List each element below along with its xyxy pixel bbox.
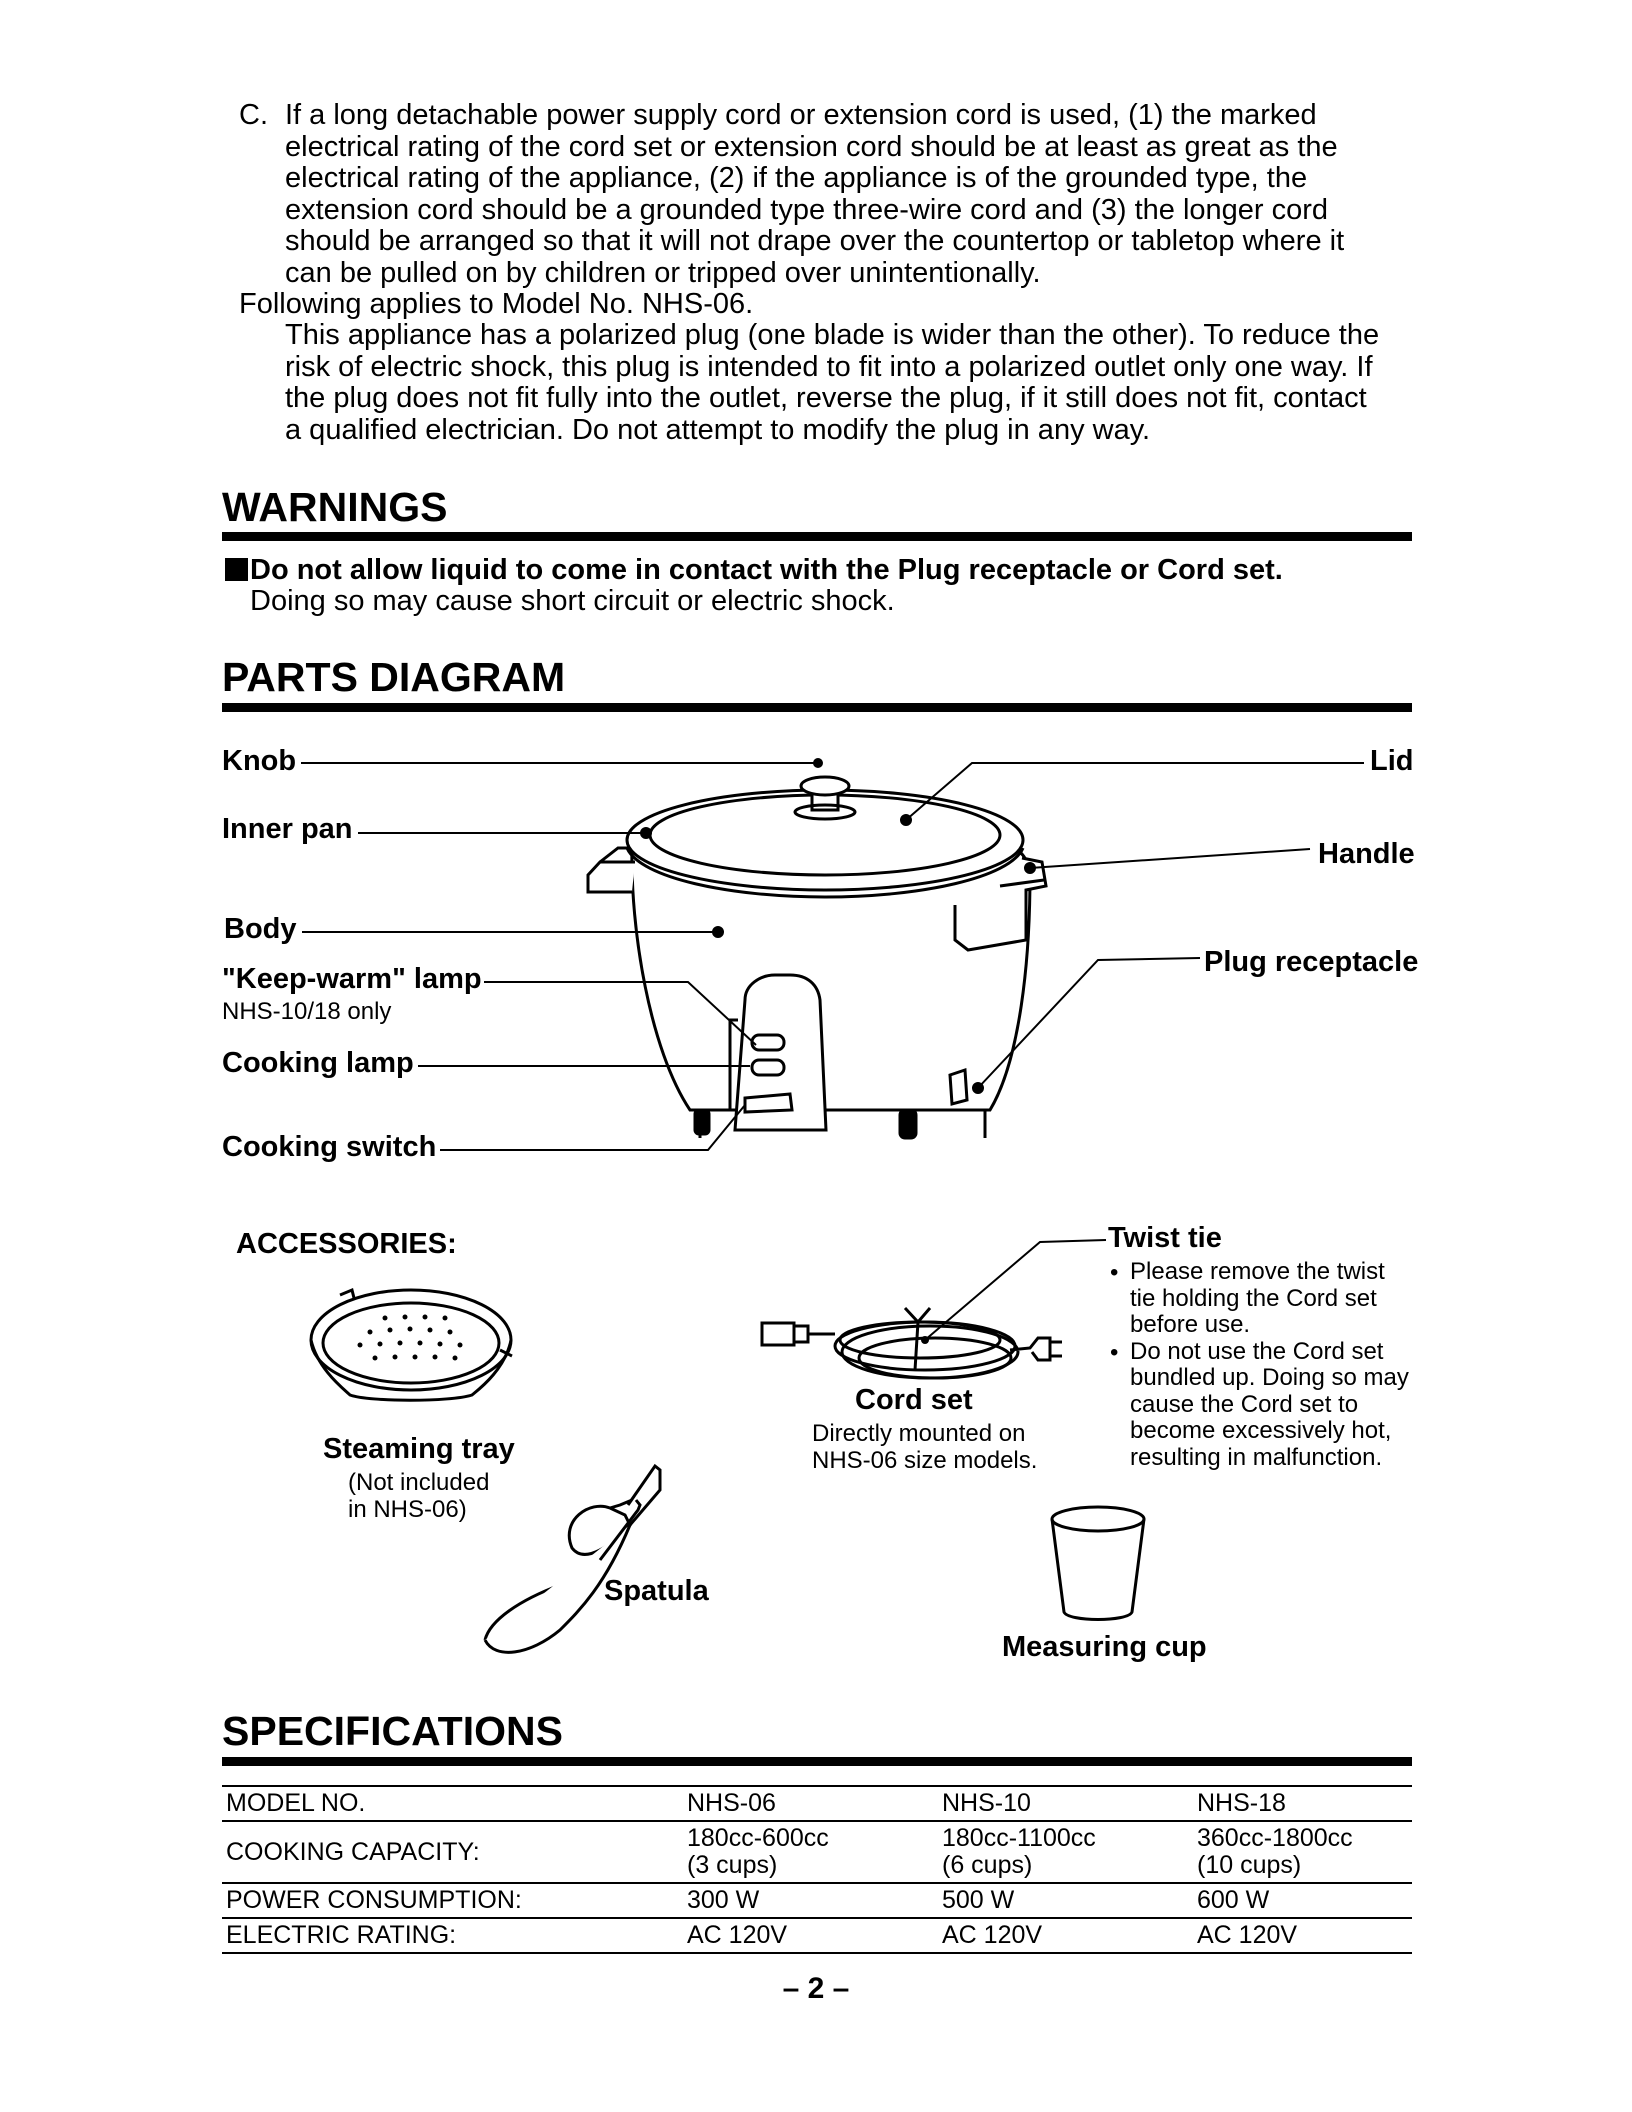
steaming-tray-label: Steaming tray — [323, 1433, 515, 1465]
label-keep-warm-note: NHS-10/18 only — [222, 998, 392, 1025]
applies-line: Following applies to Model No. NHS-06. — [239, 288, 754, 320]
label-inner-pan: Inner pan — [222, 813, 353, 845]
note-line: tie holding the Cord set — [1130, 1284, 1377, 1312]
cord-set-note: Directly mounted on — [812, 1420, 1026, 1447]
table-row — [222, 1821, 1412, 1883]
table-row — [222, 1918, 1412, 1953]
text-line: should be arranged so that it will not drape over the countertop or tabletop where it — [285, 225, 1345, 257]
twist-note-item — [1108, 1339, 1409, 1472]
table-cell: 180cc-600cc (3 cups) — [683, 1821, 938, 1883]
table-cell: NHS-06 — [683, 1786, 938, 1821]
text-line: If a long detachable power supply cord or extension cord is used, (1) the marked — [285, 99, 1317, 131]
text-line: This appliance has a polarized plug (one blade is wider than the other). To reduce the — [285, 319, 1380, 351]
label-body: Body — [224, 913, 297, 945]
warnings-heading: WARNINGS — [222, 484, 448, 530]
note-line: become excessively hot, — [1130, 1417, 1392, 1444]
cord-set-note: NHS-06 size models. — [812, 1447, 1038, 1474]
label-plug-receptacle: Plug receptacle — [1204, 946, 1419, 978]
twist-tie-label: Twist tie — [1108, 1222, 1222, 1254]
note-line: Please remove the twist — [1130, 1258, 1385, 1285]
spatula-label: Spatula — [604, 1575, 709, 1607]
table-cell: AC 120V — [938, 1918, 1193, 1953]
specifications-table — [222, 1785, 1412, 1954]
text-line: extension cord should be a grounded type three-wire cord and (3) the longer cord — [285, 193, 1329, 226]
table-cell: COOKING CAPACITY: — [222, 1821, 683, 1883]
label-handle: Handle — [1318, 838, 1415, 870]
accessories-heading: ACCESSORIES: — [236, 1228, 457, 1260]
warning-normal-text: Doing so may cause short circuit or electric shock. — [250, 585, 895, 617]
table-cell: NHS-18 — [1193, 1786, 1412, 1821]
text-line: the plug does not fit fully into the outlet, reverse the plug, if it still does not fit, contact — [285, 382, 1367, 414]
specifications-heading: SPECIFICATIONS — [222, 1708, 563, 1754]
table-cell: MODEL NO. — [222, 1786, 683, 1821]
note-line: bundled up. Doing so may — [1130, 1364, 1409, 1391]
warning-bold-text: Do not allow liquid to come in contact with the Plug receptacle or Cord set. — [250, 554, 1283, 586]
label-cooking-switch: Cooking switch — [222, 1131, 437, 1163]
text-line: risk of electric shock, this plug is intended to fit into a polarized outlet only one way. If — [285, 350, 1373, 383]
table-cell: 360cc-1800cc (10 cups) — [1193, 1821, 1412, 1883]
table-cell: POWER CONSUMPTION: — [222, 1883, 683, 1918]
label-lid: Lid — [1370, 745, 1414, 777]
text-line: electrical rating of the appliance, (2) if the appliance is of the grounded type, the — [285, 162, 1308, 194]
table-cell: AC 120V — [1193, 1918, 1412, 1953]
parts-heading: PARTS DIAGRAM — [222, 654, 566, 700]
twist-tie-notes — [1108, 1259, 1409, 1471]
table-cell: NHS-10 — [938, 1786, 1193, 1821]
note-line: before use. — [1130, 1311, 1251, 1338]
bullet-icon: • — [1110, 1338, 1119, 1366]
twist-note-item — [1108, 1259, 1409, 1339]
text-line: a qualified electrician. Do not attempt to modify the plug in any way. — [285, 413, 1151, 446]
table-cell: 600 W — [1193, 1883, 1412, 1918]
text-line: electrical rating of the cord set or extension cord should be at least as great as the — [285, 130, 1338, 163]
table-cell: AC 120V — [683, 1918, 938, 1953]
note-line: Do not use the Cord set — [1130, 1337, 1384, 1365]
heading-rule — [222, 1757, 1412, 1766]
text-line: can be pulled on by children or tripped over unintentionally. — [285, 256, 1041, 289]
table-cell: ELECTRIC RATING: — [222, 1918, 683, 1953]
label-keep-warm-lamp: "Keep-warm" lamp — [222, 963, 482, 995]
note-line: resulting in malfunction. — [1130, 1443, 1383, 1471]
label-knob: Knob — [222, 745, 297, 777]
measuring-cup-label: Measuring cup — [1002, 1631, 1207, 1663]
note-line: cause the Cord set to — [1130, 1390, 1359, 1418]
table-row — [222, 1786, 1412, 1821]
label-cooking-lamp: Cooking lamp — [222, 1047, 414, 1079]
steaming-tray-note: in NHS-06) — [348, 1496, 467, 1523]
table-row — [222, 1883, 1412, 1918]
steaming-tray-note: (Not included — [348, 1469, 490, 1496]
cord-set-label: Cord set — [855, 1384, 973, 1416]
item-c-marker: C. — [239, 99, 268, 131]
bullet-icon: • — [1110, 1259, 1119, 1286]
page-number: – 2 – — [782, 1972, 850, 2005]
table-cell: 300 W — [683, 1883, 938, 1918]
table-cell: 500 W — [938, 1883, 1193, 1918]
table-cell: 180cc-1100cc (6 cups) — [938, 1821, 1193, 1883]
